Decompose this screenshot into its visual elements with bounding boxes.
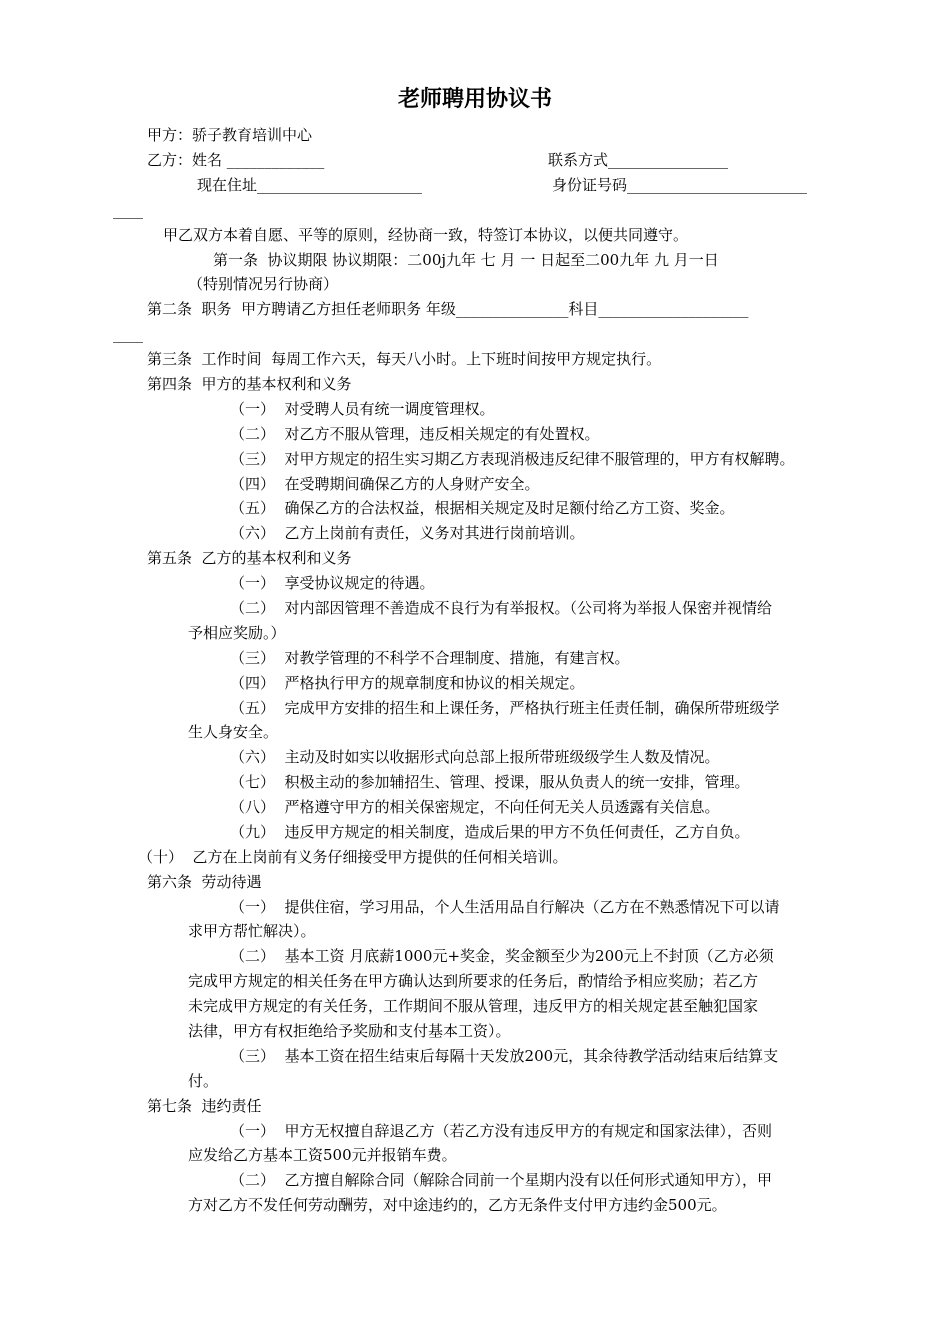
- document-line: （三） 基本工资在招生结束后每隔十天发放200元，其余待教学活动结束后结算支: [230, 1047, 779, 1065]
- document-line: （四） 在受聘期间确保乙方的人身财产安全。: [230, 475, 540, 493]
- document-line: 予相应奖励。）: [188, 624, 286, 642]
- document-line: （七） 积极主动的参加辅招生、管理、授课，服从负责人的统一安排，管理。: [230, 773, 750, 791]
- document-line: （三） 对甲方规定的招生实习期乙方表现消极违反纪律不服管理的，甲方有权解聘。: [230, 450, 795, 468]
- document-line: （二） 对内部因管理不善造成不良行为有举报权。（公司将为举报人保密并视情给: [230, 599, 773, 617]
- document-line: 乙方：姓名 _____________: [147, 151, 325, 169]
- document-line: 第七条 违约责任: [147, 1097, 262, 1115]
- document-line: ____: [113, 201, 143, 219]
- document-line: （二） 基本工资 月底薪1000元+奖金，奖金额至少为200元上不封顶（乙方必须: [230, 947, 774, 965]
- document-title: 老师聘用协议书: [397, 86, 552, 112]
- document-line: 完成甲方规定的相关任务在甲方确认达到所要求的任务后，酌情给予相应奖励；若乙方: [188, 972, 759, 990]
- document-line: 第一条 协议期限 协议期限：二00j九年 七 月 一 日起至二00九年 九 月一日: [213, 251, 719, 269]
- document-line: （九） 违反甲方规定的相关制度，造成后果的甲方不负任何责任，乙方自负。: [230, 823, 750, 841]
- document-line: （一） 享受协议规定的待遇。: [230, 574, 435, 592]
- document-line: （三） 对教学管理的不科学不合理制度、措施，有建言权。: [230, 649, 630, 667]
- document-line: （二） 对乙方不服从管理，违反相关规定的有处置权。: [230, 425, 600, 443]
- document-line: （五） 确保乙方的合法权益，根据相关规定及时足额付给乙方工资、奖金。: [230, 499, 735, 517]
- document-line: （五） 完成甲方安排的招生和上课任务，严格执行班主任责任制，确保所带班级学: [230, 699, 780, 717]
- document-line: （一） 对受聘人员有统一调度管理权。: [230, 400, 495, 418]
- document-line: （一） 甲方无权擅自辞退乙方（若乙方没有违反甲方的有规定和国家法律），否则: [230, 1122, 773, 1140]
- document-line: 第二条 职务 甲方聘请乙方担任老师职务 年级_______________科目____________________: [147, 300, 749, 318]
- document-line: 甲乙双方本着自愿、平等的原则，经协商一致，特签订本协议，以便共同遵守。: [163, 226, 689, 244]
- document-line: 求甲方帮忙解决）。: [188, 922, 316, 940]
- document-line: 未完成甲方规定的有关任务，工作期间不服从管理，违反甲方的相关规定甚至触犯国家: [188, 997, 759, 1015]
- document-line: （特别情况另行协商）: [188, 275, 339, 293]
- document-line: 身份证号码________________________: [552, 176, 808, 194]
- document-line: ____: [113, 325, 143, 343]
- document-line: （六） 主动及时如实以收据形式向总部上报所带班级级学生人数及情况。: [230, 748, 720, 766]
- document-line: 现在住址______________________: [197, 176, 423, 194]
- document-line: （四） 严格执行甲方的规章制度和协议的相关规定。: [230, 674, 585, 692]
- document-line: （六） 乙方上岗前有责任，义务对其进行岗前培训。: [230, 524, 585, 542]
- document-line: （八） 严格遵守甲方的相关保密规定，不向任何无关人员透露有关信息。: [230, 798, 720, 816]
- document-line: 第三条 工作时间 每周工作六天，每天八小时。上下班时间按甲方规定执行。: [147, 350, 662, 368]
- document-line: 应发给乙方基本工资500元并报销车费。: [188, 1146, 457, 1164]
- document-line: 第四条 甲方的基本权利和义务: [147, 375, 352, 393]
- document-line: 联系方式________________: [548, 151, 729, 169]
- document-line: 甲方：骄子教育培训中心: [147, 126, 313, 144]
- document-line: 第六条 劳动待遇: [147, 873, 262, 891]
- document-line: 第五条 乙方的基本权利和义务: [147, 549, 352, 567]
- document-line: （十） 乙方在上岗前有义务仔细接受甲方提供的任何相关培训。: [138, 848, 568, 866]
- document-line: 生人身安全。: [188, 723, 279, 741]
- document-line: （二） 乙方擅自解除合同（解除合同前一个星期内没有以任何形式通知甲方），甲: [230, 1171, 773, 1189]
- document-line: （一） 提供住宿，学习用品，个人生活用品自行解决（乙方在不熟悉情况下可以请: [230, 898, 780, 916]
- document-line: 方对乙方不发任何劳动酬劳，对中途违约的，乙方无条件支付甲方违约金500元。: [188, 1196, 727, 1214]
- document-line: 法律，甲方有权拒绝给予奖励和支付基本工资）。: [188, 1022, 511, 1040]
- document-line: 付。: [188, 1072, 219, 1090]
